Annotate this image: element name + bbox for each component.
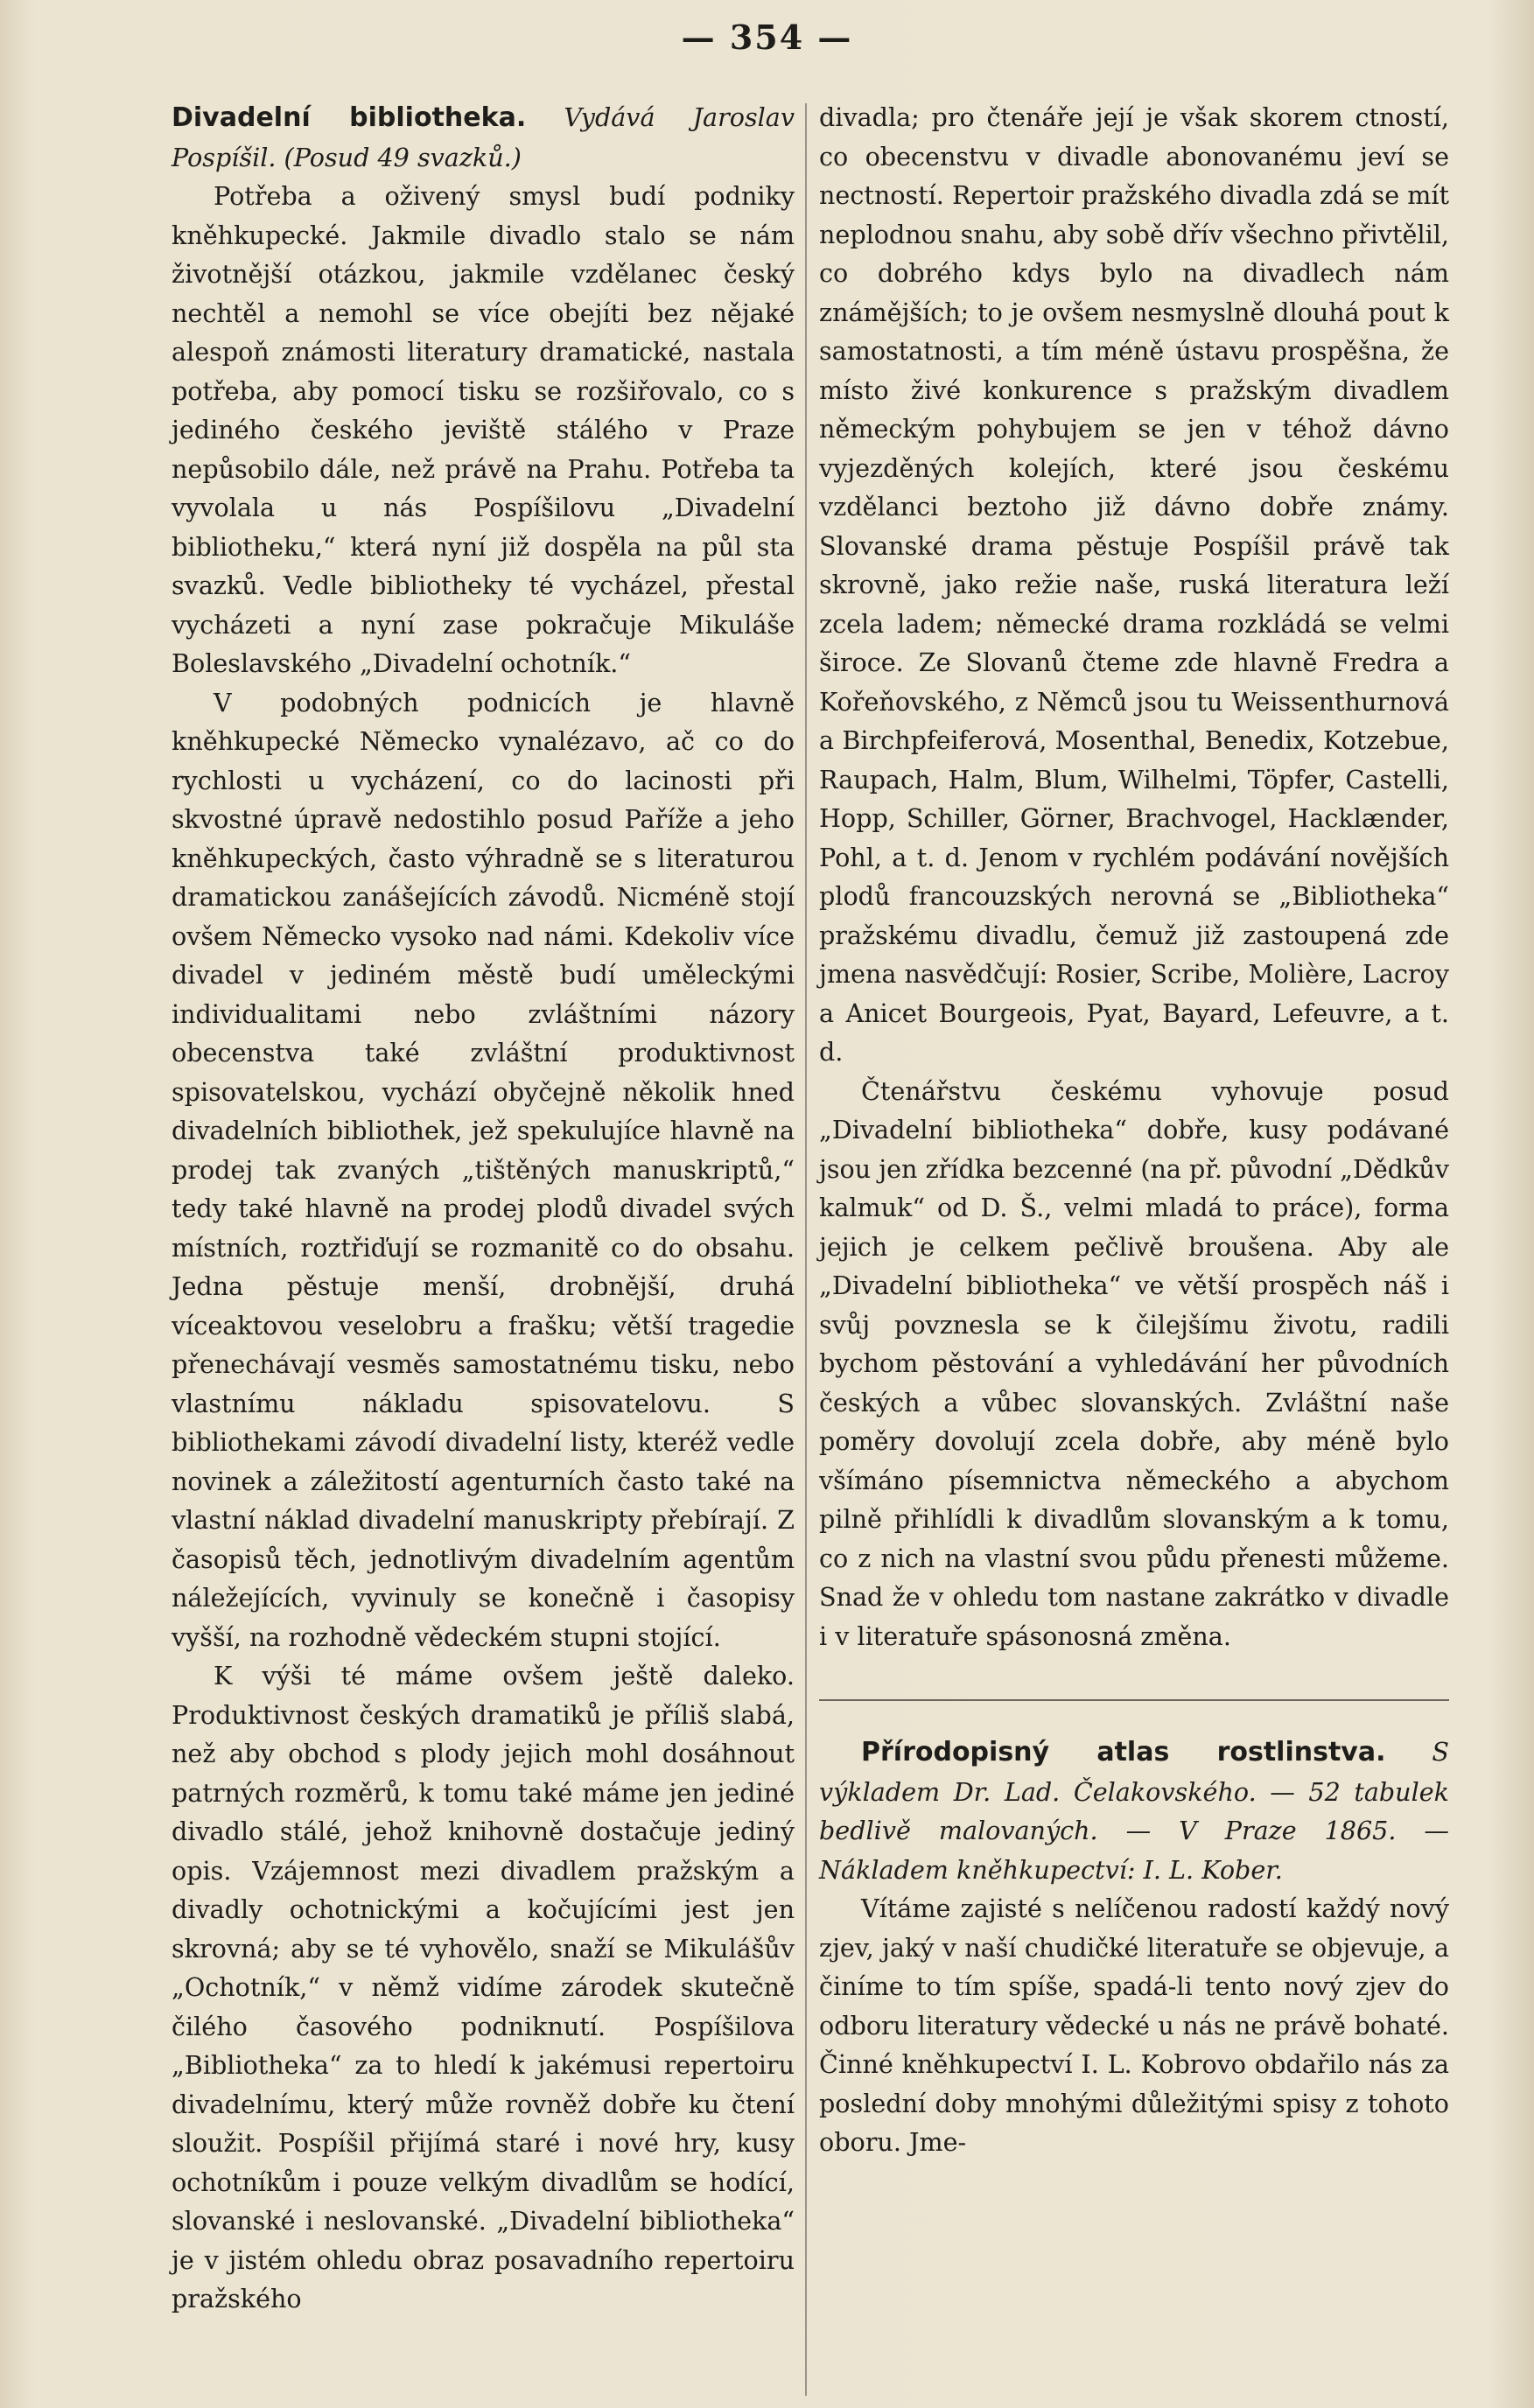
paragraph: K výši té máme ovšem ještě daleko. Produktivnost českých dramatiků je příliš slabá, než aby obchod s plody jejich mohl dosáhnout patrných rozměrů, k tomu také máme jen jediné divadlo stálé, jehož knihovně dostačuje jediný opis. Vzájemnost mezi divadlem pražským a divadly ochotnickými a kočujícími jest jen skrovná; aby se té vyhovělo, snaží se Mikulášův „Ochotník,“ v němž vidíme zárodek skutečně čilého časového podniknutí. Pospíšilova „Bibliotheka“ za to hledí k jakémusi repertoiru divadelnímu, který může rovněž dobře ku čtení sloužit. Pospíšil přijímá staré i nové hry, kusy ochotníkům i pouze velkým divadlům se hodící, slovanské i neslovanské. „Divadelní bibliotheka“ je v jistém ohledu obraz posavadního repertoiru pražského bbox=[172, 1661, 795, 2314]
article-heading bbox=[172, 98, 795, 177]
paragraph: divadla; pro čtenáře její je však skorem ctností, co obecenstvu v divadle abonovanému jeví se nectností. Repertoir pražského divadla zdá se mít neplodnou snahu, aby sobě dřív všechno přivtělil, co dobrého kdys bylo na divadlech nám známějších; to je ovšem nesmyslně dlouhá pout k samostatnosti, a tím méně ústavu prospěšna, že místo živé konkurence s pražským divadlem německým pohybujem se jen v téhož dávno vyjezděných kolejích, které jsou českému vzdělanci beztoho již dávno dobře známy. Slovanské drama pěstuje Pospíšil právě tak skrovně, jako režie naše, ruská literatura leží zcela ladem; německé drama rozkládá se velmi široce. Ze Slovanů čteme zde hlavně Fredra a Kořeňovského, z Němců jsou tu Weissenthurnová a Birchpfeiferová, Mosenthal, Benedix, Kotzebue, Raupach, Halm, Blum, Wilhelmi, Töpfer, Castelli, Hopp, Schiller, Görner, Brachvogel, Hacklænder, Pohl, a t. d. Jenom v rychlém podávání novějších plodů francouzských nerovná se „Bibliotheka“ pražskému divadlu, čemuž již zastoupená zde jmena nasvědčují: Rosier, Scribe, Molière, Lacroy a Anicet Bourgeois, Pyat, Bayard, Lefeuvre, a t. d. bbox=[819, 102, 1449, 1067]
left-column bbox=[172, 98, 795, 2319]
article-subtitle: Vydává Jaroslav Pospíšil. (Posud 49 svazků.) bbox=[172, 102, 795, 172]
article-subtitle: S výkladem Dr. Lad. Čelakovského. — 52 tabulek bedlivě malovaných. — V Praze 1865. — Nákladem kněhkupectví: I. L. Kober. bbox=[819, 1737, 1449, 1885]
article-title: Přírodopisný atlas rostlinstva. bbox=[861, 1737, 1386, 1768]
paragraph: V podobných podnicích je hlavně kněhkupecké Německo vynalézavo, ač co do rychlosti u vycházení, co do lacinosti při skvostné úpravě nedostihlo posud Paříže a jeho kněhkupeckých, často výhradně se s literaturou dramatickou zanášejících závodů. Nicméně stojí ovšem Německo vysoko nad námi. Kdekoliv více divadel v jediném městě budí uměleckými individualitami nebo zvláštními názory obecenstva také zvláštní produktivnost spisovatelskou, vychází obyčejně několik hned divadelních bibliothek, jež spekulujíce hlavně na prodej tak zvaných „tištěných manuskriptů,“ tedy také hlavně na prodej plodů divadel svých místních, roztřiďují se rozmanitě co do obsahu. Jedna pěstuje menší, drobnější, druhá víceaktovou veselobru a frašku; větší tragedie přenechávají vesměs samostatnému tisku, nebo vlastnímu nákladu spisovatelovu. S bibliothekami závodí divadelní listy, kteréž vedle novinek a záležitostí agenturních často také na vlastní náklad divadelní manuskripty přebírají. Z časopisů těch, jednotlivým divadelním agentům náležejících, vyvinuly se konečně i časopisy vyšší, na rozhodně vědeckém stupni stojící. bbox=[172, 687, 795, 1652]
paragraph: Čtenářstvu českému vyhovuje posud „Divadelní bibliotheka“ dobře, kusy podávané jsou jen zřídka bezcenné (na př. původní „Dědkův kalmuk“ od D. Š., velmi mladá to práce), forma jejich je celkem pečlivě broušena. Aby ale „Divadelní bibliotheka“ ve větší prospěch náš i svůj povznesla se k čilejšímu životu, radili bychom pěstování a vyhledávání her původních českých a vůbec slovanských. Zvláštní naše poměry dovolují zcela dobře, aby méně bylo všímáno písemnictva německého a abychom pilně přihlídli k divadlům slovanským a k tomu, co z nich na vlastní svou půdu přenesti můžeme. Snad že v ohledu tom nastane zakrátko v divadle i v literatuře spásonosná změna. bbox=[819, 1075, 1449, 1651]
article-title: Divadelní bibliotheka. bbox=[172, 102, 527, 133]
column-divider bbox=[805, 103, 807, 2396]
right-column bbox=[819, 98, 1449, 2162]
article-heading bbox=[819, 1732, 1449, 1889]
section-divider bbox=[819, 1699, 1449, 1701]
page-number: — 354 — bbox=[681, 18, 853, 57]
paragraph: Potřeba a oživený smysl budí podniky kněhkupecké. Jakmile divadlo stalo se nám životnější otázkou, jakmile vzdělanec český nechtěl a nemohl se více obejíti bez nějaké alespoň známosti literatury dramatické, nastala potřeba, aby pomocí tisku se rozšiřovalo, co s jediného českého jeviště stálého v Praze nepůsobilo dále, než právě na Prahu. Potřeba ta vyvolala u nás Pospíšilovu „Divadelní bibliotheku,“ která nyní již dospěla na půl sta svazků. Vedle bibliotheky té vycházel, přestal vycházeti a nyní zase pokračuje Mikuláše Boleslavského „Divadelní ochotník.“ bbox=[172, 181, 795, 678]
paragraph: Vítáme zajisté s nelíčenou radostí každý nový zjev, jaký v naší chudičké literatuře se objevuje, a činíme to tím spíše, spadá-li tento nový zjev do odboru literatury vědecké u nás ne právě bohaté. Činné kněhkupectví I. L. Kobrovo obdařilo nás za poslední doby mnohými důležitými spisy z tohoto oboru. Jme- bbox=[819, 1894, 1449, 2157]
